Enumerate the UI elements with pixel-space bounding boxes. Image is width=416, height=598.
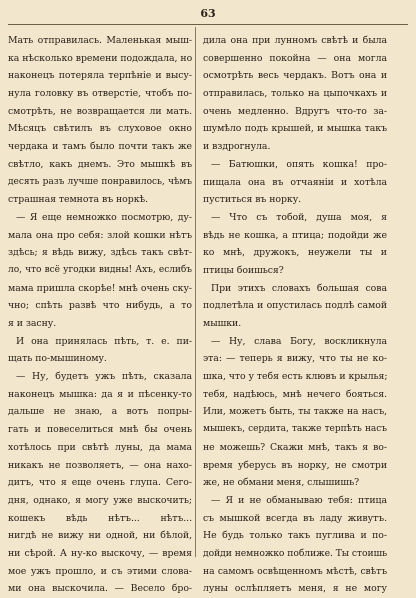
text-line: И она принялась пѣть, т. е. пи-	[16, 335, 192, 347]
text-line: шумѣло подъ крышей, и мышка такъ	[203, 123, 387, 135]
left-column	[8, 32, 192, 598]
text-line: отправилась, только на цыпочкахъ и	[203, 88, 387, 100]
text-line: При этихъ словахъ большая сова	[211, 282, 387, 294]
text-line: нигдѣ не вижу ни одной, ни бѣлой,	[8, 530, 192, 542]
text-line: чно; спѣть развѣ что нибудь, а то	[8, 300, 192, 312]
text-line: подлетѣла и опустилась подлѣ самой	[203, 300, 387, 312]
text-line: кошекъ вѣдь нѣтъ... нѣтъ...	[8, 512, 192, 524]
text-line: наконецъ потеряла терпѣніе и высу-	[8, 70, 192, 82]
text-line: ми она выскочила. — Весело бро-	[8, 583, 192, 595]
text-line: ло, что всё угодки видны! Ахъ, еслибъ	[8, 264, 192, 275]
text-line: не можешь? Скажи мнѣ, такъ я во-	[203, 441, 387, 453]
text-line: мышки.	[203, 318, 242, 329]
text-line: вѣдь не кошка, а птица; подойди же	[203, 229, 387, 241]
text-line: щать по-мышиному.	[8, 353, 107, 365]
text-line: Мать отправилась. Маленькая мыш-	[8, 35, 192, 46]
text-line: очень медленно. Вдругъ что-то за-	[203, 105, 387, 117]
text-line: мое ужъ прошло, и съ этими слова-	[8, 565, 192, 577]
right-column	[203, 32, 387, 598]
header-rule	[8, 24, 408, 25]
text-line: никакъ не позволяетъ, — она нахо-	[8, 459, 192, 471]
text-line: на самомъ освѣщенномъ мѣстѣ, свѣтъ	[203, 565, 387, 577]
text-line: — Что съ тобой, душа моя, я	[211, 211, 387, 223]
text-line: время уберусь въ норку, не смотри	[203, 459, 387, 471]
text-line: эта: — теперь я вижу, что ты не ко-	[203, 353, 387, 365]
text-line: и вздрогнула.	[203, 141, 271, 153]
text-line: ко мнѣ, дружокъ, неужели ты и	[203, 247, 387, 259]
text-line: Или, можетъ быть, ты также на насъ,	[203, 406, 387, 418]
text-line: десять разъ лучше понравилось, чѣмъ	[8, 176, 192, 187]
text-line: наконецъ мышка: да я и пѣсенку-то	[8, 388, 192, 400]
text-line: ка нѣсколько времени подождала, но	[8, 52, 192, 64]
text-line: дойди немножко поближе. Ты стоишь	[203, 547, 387, 559]
text-line: хотѣлось при свѣтѣ луны, да мама	[8, 441, 192, 453]
text-line: съ мышкой всегда въ ладу живутъ.	[203, 512, 387, 524]
page-number: 63	[200, 7, 216, 20]
text-line: шка, что у тебя есть клювъ и крылья;	[203, 371, 387, 383]
text-line: тебя, надѣюсь, мнѣ нечего бояться.	[203, 388, 387, 400]
text-line: дня, однако, я могу уже выскочить;	[8, 494, 192, 506]
text-line: здѣсь; я вѣдь вижу, здѣсь такъ свѣт-	[8, 247, 192, 259]
text-line: ни сѣрой. А ну-ко выскочу, — время	[8, 547, 192, 559]
text-line: пуститься въ норку.	[203, 194, 302, 206]
text-line: Мѣсяцъ свѣтилъ въ слуховое окно	[8, 123, 192, 135]
text-line: мышекъ, сердита, также терпѣть насъ	[203, 424, 387, 435]
text-line: гать и повеселиться мнѣ бы очень	[8, 424, 192, 436]
text-line: нула головку въ отверстіе, чтобъ по-	[8, 88, 192, 100]
column-divider	[195, 27, 196, 557]
text-line: — Батюшки, опять кошка! про-	[211, 158, 387, 170]
text-line: я и засну.	[8, 318, 57, 329]
text-line: дитъ, что я еще очень глупа. Сего-	[8, 477, 192, 489]
text-line: мама пришла скорѣе! мнѣ очень ску-	[8, 282, 192, 294]
text-line: чердака и тамъ было почти такъ же	[8, 141, 192, 153]
text-line: совершенно покойна — она могла	[203, 52, 387, 64]
text-line: луны ослѣпляетъ меня, я не могу	[203, 583, 387, 595]
text-line: пищала она въ отчаяніи и хотѣла	[203, 176, 387, 188]
text-line: дальше не знаю, а вотъ попры-	[8, 406, 192, 418]
text-line: птицы боишься?	[203, 264, 284, 276]
text-line: — Я еще немножко посмотрю, ду-	[16, 211, 192, 223]
text-line: мала она про себя: злой кошки нѣтъ	[8, 229, 192, 241]
text-line: смотрѣть, не возвращается ли мать.	[8, 105, 192, 117]
text-line: Не будь только такъ пуглива и по-	[203, 530, 387, 542]
text-line: — Ну, слава Богу, воскликнула	[211, 335, 387, 347]
text-line: дила она при лунномъ свѣтѣ и была	[203, 35, 387, 46]
text-line: страшная темнота въ норкѣ.	[8, 194, 148, 206]
text-line: — Ну, будетъ ужъ пѣть, сказала	[16, 371, 192, 383]
text-line: осмотрѣть весь чердакъ. Вотъ она и	[203, 70, 387, 82]
text-line: же, не обмани меня, слышишь?	[203, 477, 360, 489]
text-line: — Я и не обманываю тебя: птица	[211, 494, 387, 506]
text-line: свѣтло, какъ днемъ. Это мышкѣ въ	[8, 158, 192, 170]
